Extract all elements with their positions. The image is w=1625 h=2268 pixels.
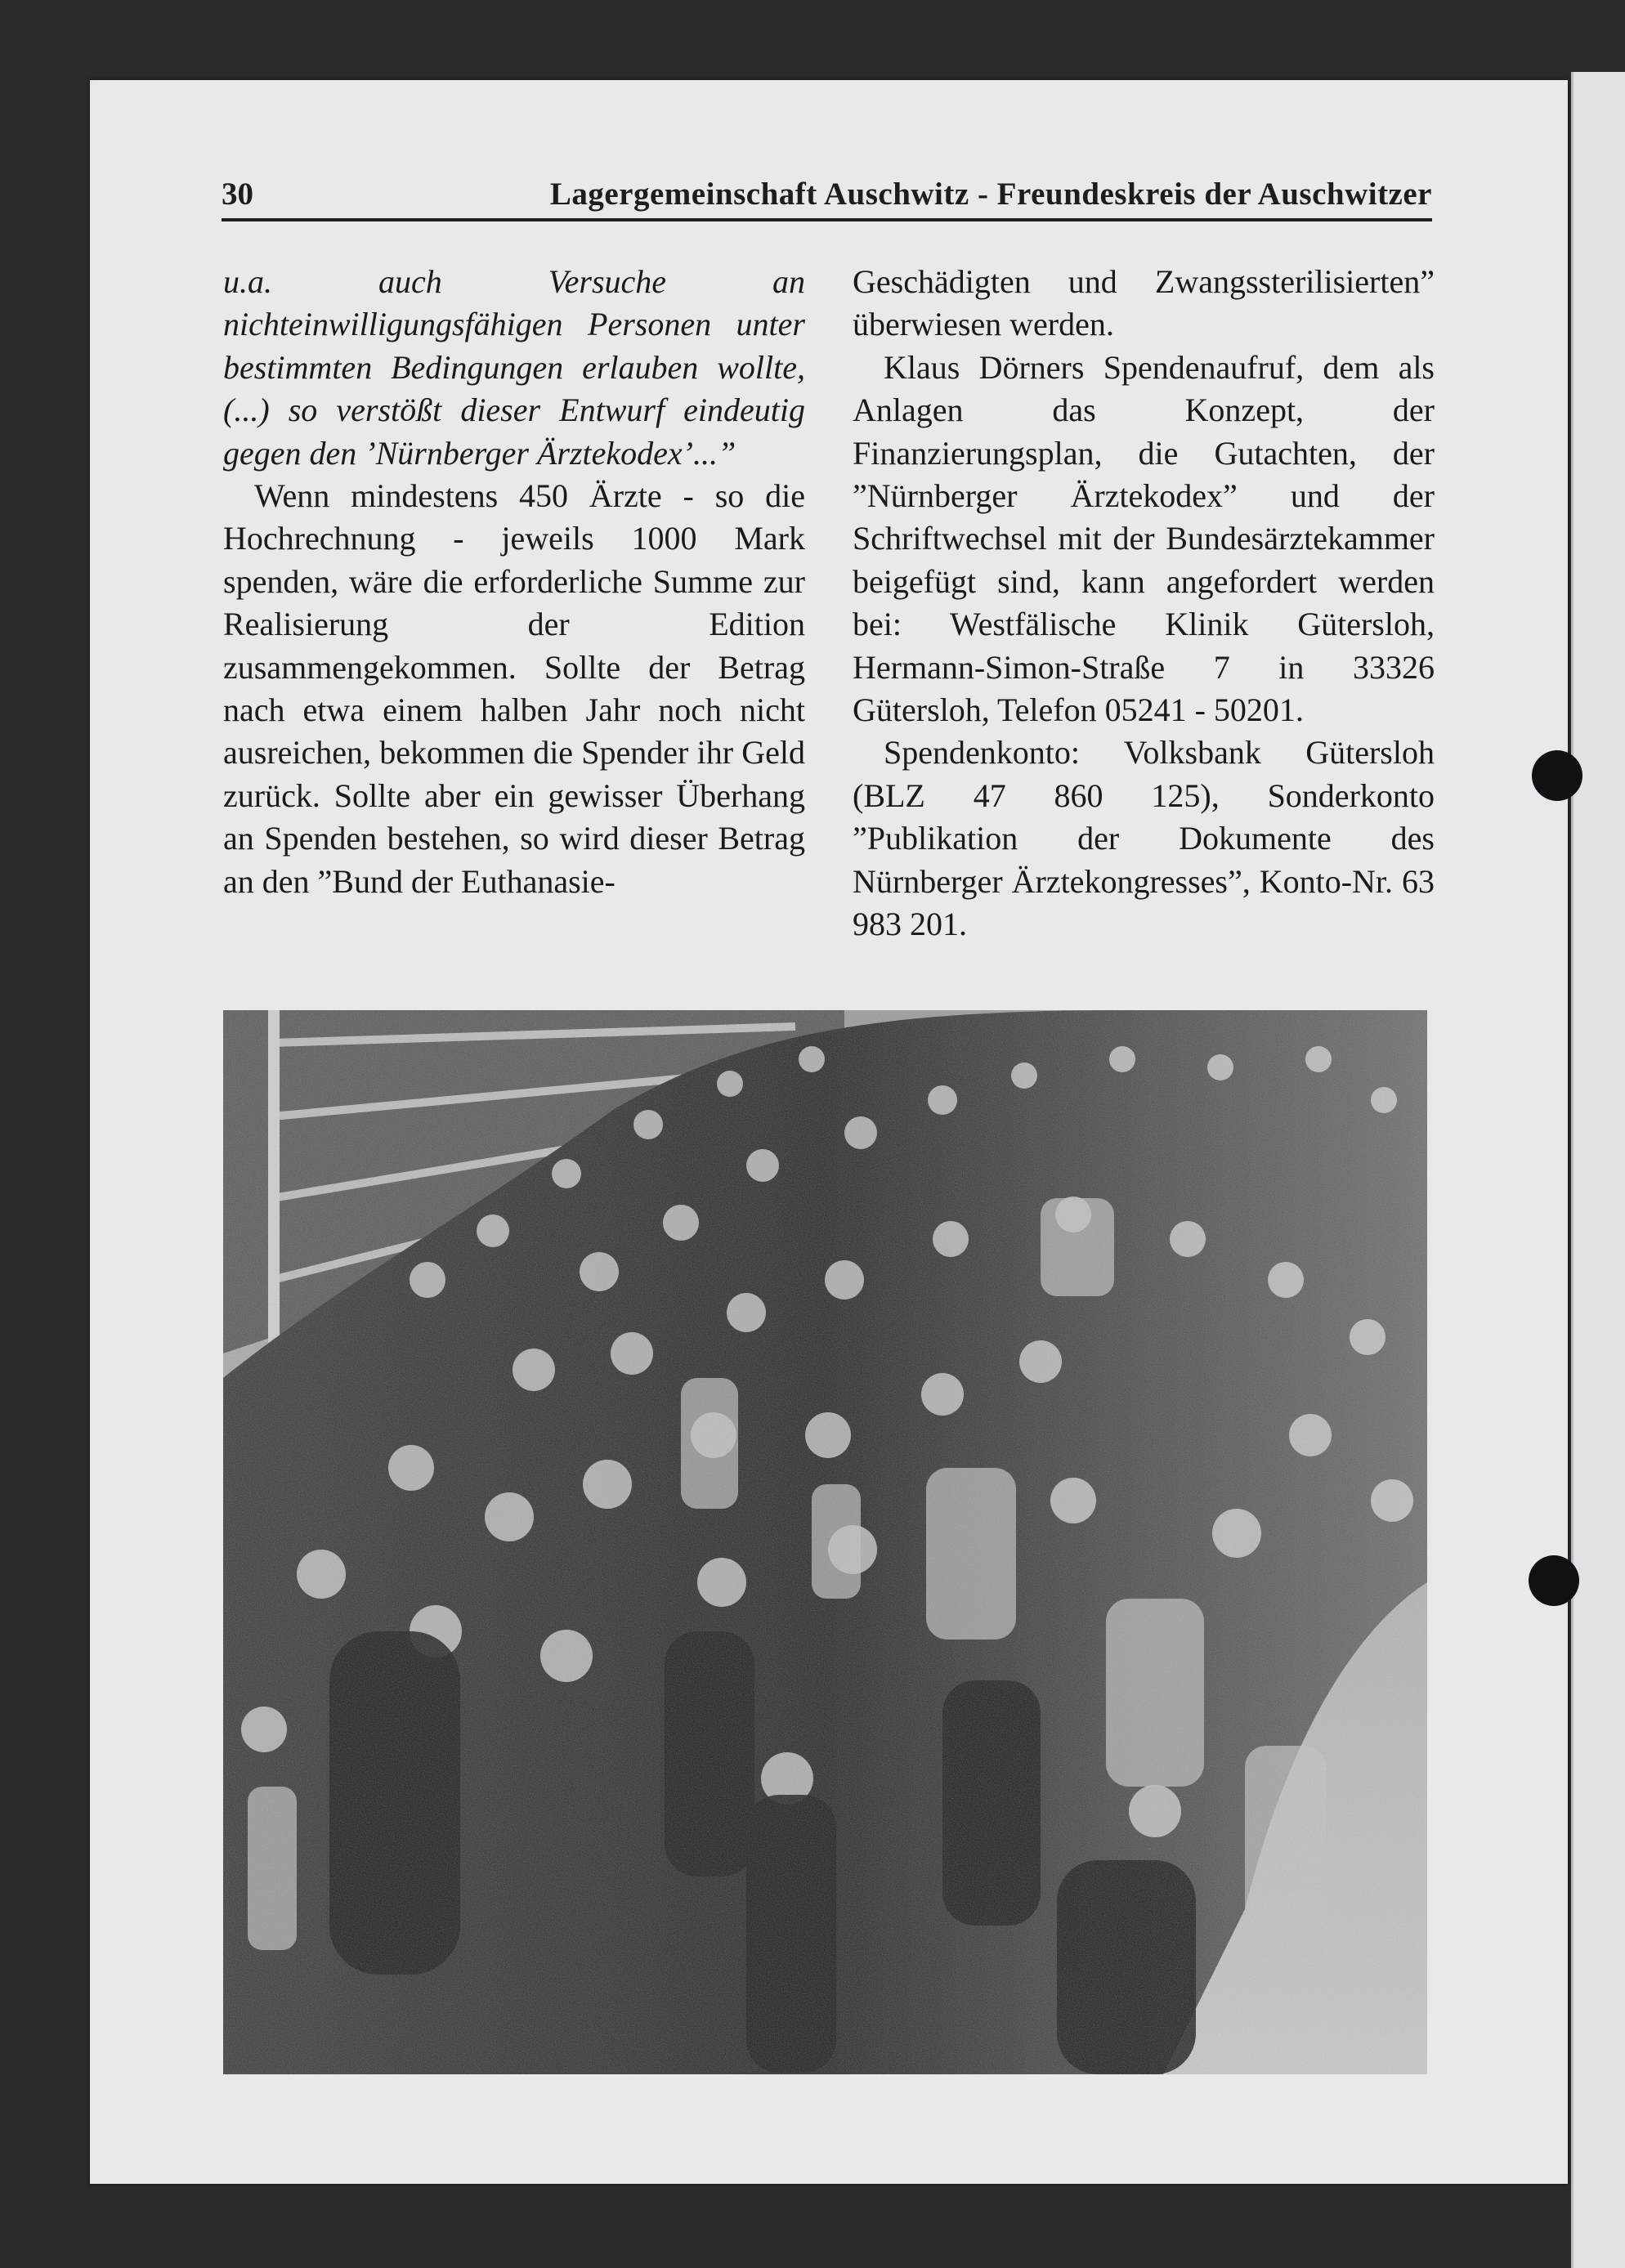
punch-hole-bottom	[1529, 1555, 1579, 1606]
adjacent-page-edge	[1571, 72, 1625, 2268]
donation-paragraph: Wenn mindestens 450 Ärzte - so die Hochrechnung - jeweils 1000 Mark spenden, wäre die erforderliche Summe zur Realisierung der Edition zusammengekommen. Sollte der Betrag nach etwa einem halben Jahr noch nicht ausreichen, bekommen die Spender ihr Geld zurück. Sollte aber ein gewisser Überhang an Spenden bestehen, so wird dieser Betrag an den ”Bund der Euthanasie-	[223, 477, 805, 900]
right-column	[853, 261, 1435, 946]
page-header	[222, 166, 1432, 221]
quote-text: u.a. auch Versuche an nichteinwilligungsfähigen Personen unter bestimmten Bedingungen erlauben wollte, (...) so verstößt dieser Entwurf eindeutig gegen den ’Nürnberger Ärztekodex’...”	[223, 263, 805, 472]
running-title: Lagergemeinschaft Auschwitz - Freundeskreis der Auschwitzer	[549, 177, 1432, 212]
punch-hole-top	[1532, 750, 1582, 801]
bank-account-paragraph: Spendenkonto: Volksbank Gütersloh (BLZ 47 860 125), Sonderkonto ”Publikation der Dokumente des Nürnberger Ärztekongresses”, Konto-Nr. 63 983 201.	[853, 734, 1435, 943]
page-number: 30	[222, 177, 253, 212]
document-page	[90, 80, 1568, 2184]
left-column	[223, 261, 805, 903]
continued-text: Geschädigten und Zwangssterilisierten” überwiesen werden.	[853, 263, 1435, 343]
historical-photograph	[223, 1010, 1427, 2074]
photograph-rendering	[223, 1010, 1427, 2074]
appeal-paragraph: Klaus Dörners Spendenaufruf, dem als Anlagen das Konzept, der Finanzierungsplan, die Gutachten, der ”Nürnberger Ärztekodex” und der Schriftwechsel mit der Bundesärztekammer beigefügt sind, kann angefordert werden bei: Westfälische Klinik Gütersloh, Hermann-Simon-Straße 7 in 33326 Gütersloh, Telefon 05241 - 50201.	[853, 348, 1435, 729]
